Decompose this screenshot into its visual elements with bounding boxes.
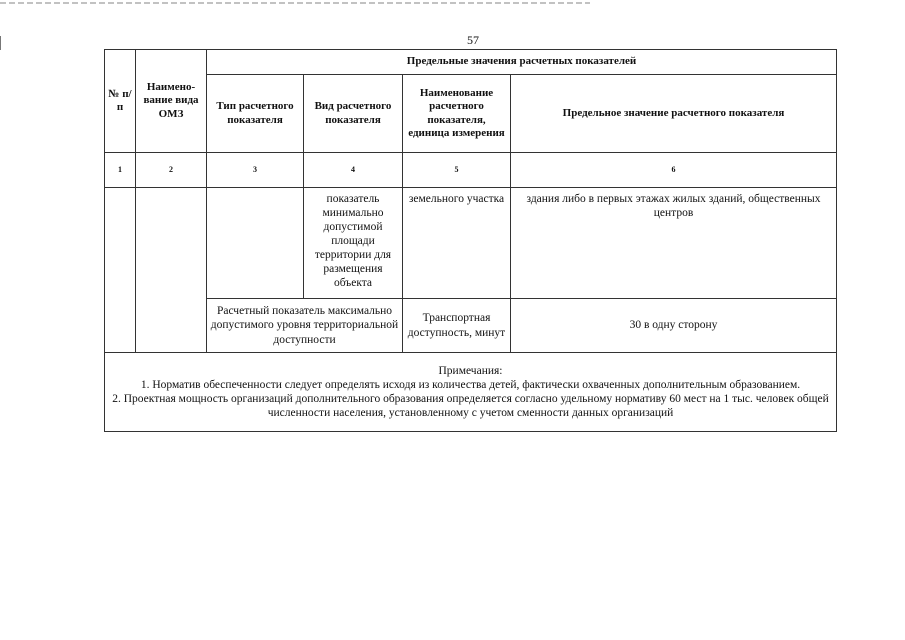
scan-artifact-line xyxy=(0,2,590,4)
column-number-2: 2 xyxy=(136,153,207,188)
header-indicator-kind: Вид расчетного показателя xyxy=(304,75,403,153)
notes-row xyxy=(105,353,837,432)
notes-title: Примечания: xyxy=(438,364,503,377)
column-number-6: 6 xyxy=(511,153,837,188)
cell-accessibility-indicator: Расчетный показатель максимально допустимого уровня территориальной доступности xyxy=(207,299,403,353)
note-item-1: 1. Норматив обеспеченности следует определять исходя из количества детей, фактически охваченных дополнительным образованием. xyxy=(140,378,801,391)
header-limit-values-group: Предельные значения расчетных показателей xyxy=(207,50,837,75)
column-number-5: 5 xyxy=(403,153,511,188)
header-row-2 xyxy=(105,75,837,153)
cell-type-empty xyxy=(207,188,304,299)
header-row-1 xyxy=(105,50,837,75)
cell-indicator-kind: показатель минимально допустимой площади территории для размещения объекта xyxy=(304,188,403,299)
table-row xyxy=(105,188,837,299)
header-omz-type: Наимено-вание вида ОМЗ xyxy=(136,50,207,153)
cell-number-empty xyxy=(105,188,136,353)
header-number: № п/п xyxy=(105,50,136,153)
header-indicator-name-unit: Наименование расчетного показателя, единица измерения xyxy=(403,75,511,153)
cell-omz-empty xyxy=(136,188,207,353)
cell-transport-accessibility: Транспортная доступность, минут xyxy=(403,299,511,353)
column-number-4: 4 xyxy=(304,153,403,188)
table-row xyxy=(105,299,837,353)
page-number: 57 xyxy=(467,33,479,47)
header-indicator-type: Тип расчетного показателя xyxy=(207,75,304,153)
cell-accessibility-value: 30 в одну сторону xyxy=(511,299,837,353)
column-number-3: 3 xyxy=(207,153,304,188)
cell-limit-value: здания либо в первых этажах жилых зданий, общественных центров xyxy=(511,188,837,299)
column-numbers-row xyxy=(105,153,837,188)
scan-margin-mark xyxy=(0,36,4,50)
column-number-1: 1 xyxy=(105,153,136,188)
header-limit-value: Предельное значение расчетного показателя xyxy=(511,75,837,153)
note-item-2: 2. Проектная мощность организаций дополнительного образования определяется согласно удельному нормативу 60 мест на 1 тыс. человек общей численности населения, установленному с учетом сменности данных организаций xyxy=(112,393,829,420)
cell-indicator-name: земельного участка xyxy=(403,188,511,299)
indicators-table xyxy=(104,49,837,432)
notes-cell xyxy=(105,353,837,432)
